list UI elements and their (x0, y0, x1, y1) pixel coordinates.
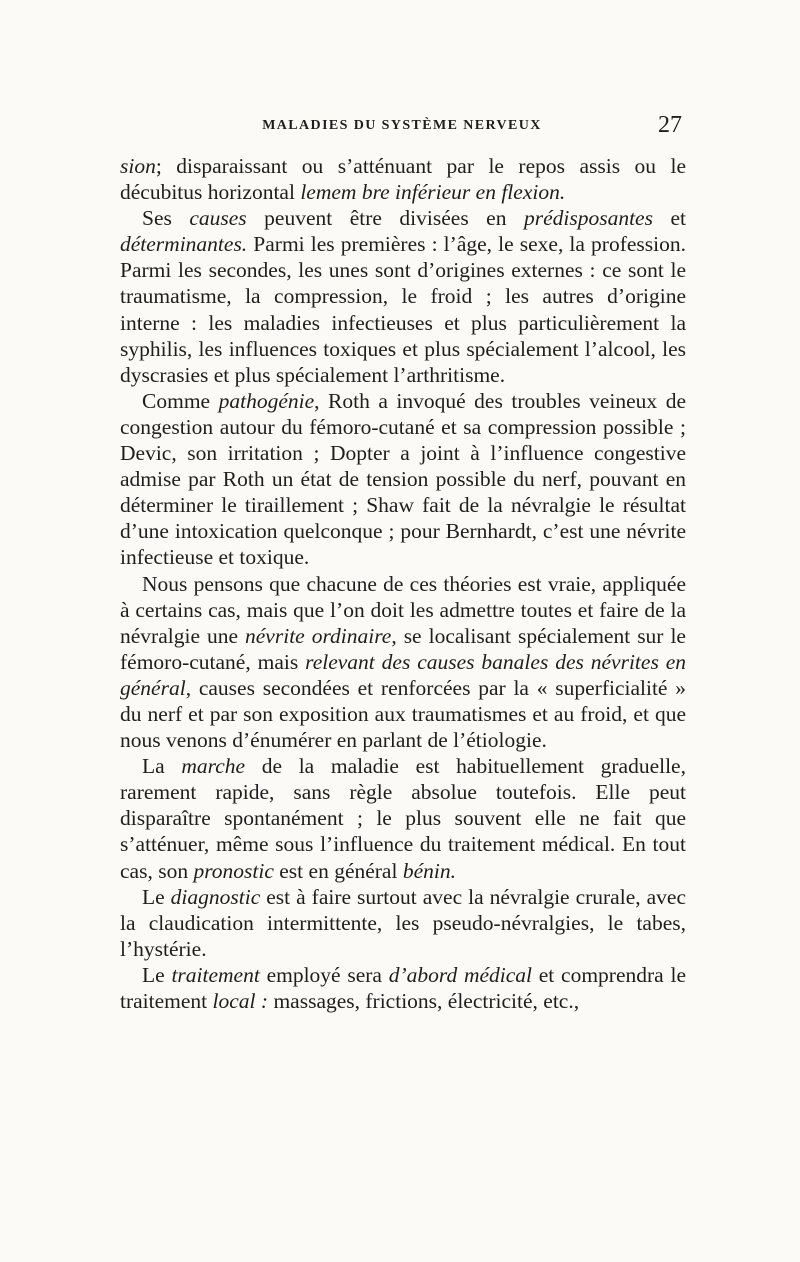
italic-text: local : (212, 989, 269, 1013)
italic-text: déterminantes. (120, 232, 248, 257)
italic-text: diagnostic (170, 884, 261, 909)
text-run: Le (142, 884, 171, 909)
text-run: La (142, 754, 182, 779)
text-run: Nous pensons que chacune de ces théories est vraie, appliquée à certains cas, mais que l’on doit les admettre toutes et faire de la névralgie une (120, 571, 686, 648)
italic-text: relevant des causes banales des névrites en général (120, 649, 686, 700)
text-run: et comprendra le traitement (120, 962, 686, 1013)
text-run: ; disparaissant ou s’atténuant par le repos assis ou le décubitus horizontal (120, 154, 686, 205)
italic-text: sion (120, 154, 156, 178)
italic-text: marche (181, 754, 246, 779)
text-run: est à faire surtout avec la névralgie crurale, avec la claudication intermittente, les pseudo-névralgies, le tabes, l’hystérie. (120, 884, 686, 961)
paragraph (120, 388, 686, 571)
italic-text: traitement (171, 962, 260, 987)
page-number: 27 (658, 112, 682, 138)
page-header (122, 112, 682, 142)
running-head-title: MALADIES DU SYSTÈME NERVEUX (262, 118, 542, 133)
text-run: Parmi les premières : l’âge, le sexe, la profession. Parmi les secondes, les unes sont d’origines externes : ce sont le traumatisme, la compression, le froid ; les autres d’origine interne : les maladies infectieuses et plus particulièrement la syphilis, les influences toxiques et plus spécialement l’alcool, les dyscrasies et plus spécialement l’arthritisme. (120, 232, 686, 387)
italic-text: lemem bre inférieur en flexion. (300, 180, 566, 205)
italic-text: pronostic (193, 858, 274, 883)
italic-text: d’abord médical (388, 962, 533, 987)
text-run: employé sera (259, 962, 389, 987)
text-run: de la maladie est habituellement graduelle, rarement rapide, sans règle absolue toutefois. Elle peut disparaître spontanément ; le plus souvent elle ne fait que s’atténuer, même sous l’influence du traitement médical. En tout cas, son (120, 754, 686, 883)
italic-text: pathogénie (218, 388, 315, 413)
text-run: Le (142, 962, 172, 987)
paragraph (120, 753, 686, 883)
text-run: est en général (273, 858, 403, 883)
paragraph (120, 571, 686, 754)
text-run: massages, frictions, électricité, etc., (268, 989, 580, 1013)
italic-text: prédisposantes (523, 206, 653, 231)
italic-text: névrite ordinaire (245, 623, 392, 648)
text-run: peuvent être divisées en (246, 206, 524, 231)
text-run: Comme (142, 388, 219, 413)
italic-text: bénin. (402, 858, 456, 883)
paragraph (120, 884, 686, 962)
text-run: Ses (142, 206, 190, 231)
paragraph (120, 153, 686, 205)
paragraph (120, 962, 686, 1014)
text-run: , se localisant spécialement sur le fémoro-cutané, mais (120, 623, 686, 674)
italic-text: causes (189, 206, 247, 231)
text-run: , causes secondées et renforcées par la « superficialité » du nerf et par son exposition aux traumatismes et au froid, et que nous venons d’énumérer en parlant de l’étiologie. (120, 675, 686, 753)
paragraph (120, 205, 686, 388)
page-body (120, 153, 686, 1014)
text-run: et (652, 206, 686, 231)
text-run: , Roth a invoqué des troubles veineux de congestion autour du fémoro-cutané et sa compression possible ; Devic, son irritation ; Dopter a joint à l’influence congestive admise par Roth un état de tension possible du nerf, pouvant en déterminer le tiraillement ; Shaw fait de la névralgie le résultat d’une intoxication quelconque ; pour Bernhardt, c’est une névrite infectieuse et toxique. (120, 388, 686, 570)
